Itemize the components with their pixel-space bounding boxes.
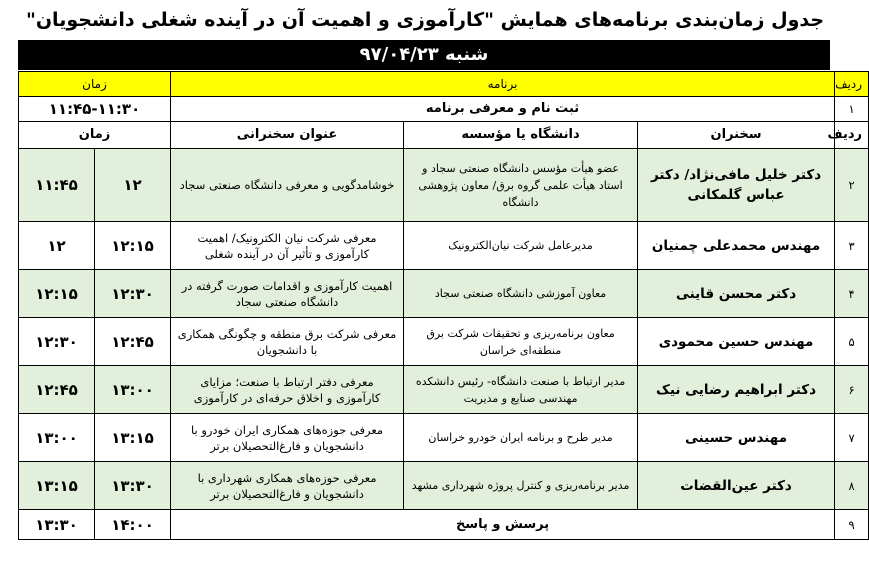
university-cell: مدیر طرح و برنامه ایران خودرو خراسان	[404, 414, 638, 462]
time-to-cell: ۱۲	[19, 222, 95, 270]
qa-program: پرسش و پاسخ	[171, 510, 835, 540]
table-row	[19, 462, 869, 510]
topic-cell: معرفی حوزه‌های همکاری شهرداری با دانشجویان و فارغ‌التحصیلان برتر	[171, 462, 404, 510]
topic-cell: معرفی شرکت برق منطقه و چگونگی همکاری با دانشجویان	[171, 318, 404, 366]
qa-row	[19, 510, 869, 540]
col-header-time: زمان	[19, 122, 171, 149]
time-from-cell: ۱۲:۳۰	[95, 270, 171, 318]
row-number: ۶	[835, 366, 869, 414]
row-number: ۷	[835, 414, 869, 462]
university-cell: مدیرعامل شرکت نیان‌الکترونیک	[404, 222, 638, 270]
time-to-cell: ۱۳:۱۵	[19, 462, 95, 510]
page-title: جدول زمان‌بندی برنامه‌های همایش "کارآموزی و اهمیت آن در آینده شغلی دانشجویان"	[25, 9, 825, 31]
speaker-cell: مهندس حسین محمودی	[638, 318, 835, 366]
registration-program: ثبت نام و معرفی برنامه	[171, 97, 835, 122]
topic-cell: معرفی حوزه‌های همکاری ایران خودرو با دانشجویان و فارغ‌التحصیلان برتر	[171, 414, 404, 462]
header-time-label: زمان	[19, 72, 171, 97]
speaker-cell: دکتر ابراهیم رضایی نیک	[638, 366, 835, 414]
time-from-cell: ۱۳:۳۰	[95, 462, 171, 510]
row-number: ۳	[835, 222, 869, 270]
row-number: ۲	[835, 149, 869, 222]
topic-cell: معرفی دفتر ارتباط با صنعت؛ مزایای کارآموزی و اخلاق حرفه‌ای در کارآموزی	[171, 366, 404, 414]
row-number: ۵	[835, 318, 869, 366]
university-cell: معاون برنامه‌ریزی و تحقیقات شرکت برق منطقه‌ای خراسان	[404, 318, 638, 366]
time-to-cell: ۱۱:۴۵	[19, 149, 95, 222]
col-header-university: دانشگاه یا مؤسسه	[404, 122, 638, 149]
time-from-cell: ۱۳:۱۵	[95, 414, 171, 462]
qa-time-to: ۱۳:۳۰	[19, 510, 95, 540]
time-from-cell: ۱۳:۰۰	[95, 366, 171, 414]
table-row	[19, 318, 869, 366]
topic-cell: اهمیت کارآموزی و اقدامات صورت گرفته در دانشگاه صنعتی سجاد	[171, 270, 404, 318]
header-row-program	[19, 72, 869, 97]
col-header-speaker: سخنران	[638, 122, 835, 149]
speaker-cell: مهندس حسینی	[638, 414, 835, 462]
university-cell: مدیر برنامه‌ریزی و کنترل پروژه شهرداری مشهد	[404, 462, 638, 510]
university-cell: عضو هیأت مؤسس دانشگاه صنعتی سجاد و استاد هیأت علمی گروه برق/ معاون پژوهشی دانشگاه	[404, 149, 638, 222]
column-header-row	[19, 122, 869, 149]
header-program-label: برنامه	[171, 72, 835, 97]
time-to-cell: ۱۲:۳۰	[19, 318, 95, 366]
row-number: ۹	[835, 510, 869, 540]
speaker-cell: دکتر محسن قاینی	[638, 270, 835, 318]
topic-cell: معرفی شرکت نیان الکترونیک/ اهمیت کارآموزی و تأثیر آن در آینده شغلی	[171, 222, 404, 270]
topic-cell: خوشامدگویی و معرفی دانشگاه صنعتی سجاد	[171, 149, 404, 222]
row-number: ۸	[835, 462, 869, 510]
speaker-cell: مهندس محمدعلی چمنیان	[638, 222, 835, 270]
qa-time-from: ۱۴:۰۰	[95, 510, 171, 540]
university-cell: مدیر ارتباط با صنعت دانشگاه- رئیس دانشکده مهندسی صنایع و مدیریت	[404, 366, 638, 414]
registration-row	[19, 97, 869, 122]
time-from-cell: ۱۲	[95, 149, 171, 222]
table-row	[19, 414, 869, 462]
col-header-row: ردیف	[835, 122, 869, 149]
university-cell: معاون آموزشی دانشگاه صنعتی سجاد	[404, 270, 638, 318]
table-row	[19, 270, 869, 318]
time-to-cell: ۱۲:۴۵	[19, 366, 95, 414]
speaker-cell: دکتر عین‌القضات	[638, 462, 835, 510]
table-row	[19, 222, 869, 270]
col-header-topic: عنوان سخنرانی	[171, 122, 404, 149]
time-to-cell: ۱۳:۰۰	[19, 414, 95, 462]
header-row-label: ردیف	[835, 72, 869, 97]
time-to-cell: ۱۲:۱۵	[19, 270, 95, 318]
date-bar: شنبه ۹۷/۰۴/۲۳	[18, 40, 830, 70]
schedule-table	[18, 71, 869, 540]
row-number: ۱	[835, 97, 869, 122]
time-from-cell: ۱۲:۴۵	[95, 318, 171, 366]
speaker-cell: دکتر خلیل مافی‌نژاد/ دکتر عباس گلمکانی	[638, 149, 835, 222]
registration-time: ۱۱:۴۵-۱۱:۳۰	[19, 97, 171, 122]
time-from-cell: ۱۲:۱۵	[95, 222, 171, 270]
row-number: ۴	[835, 270, 869, 318]
table-row	[19, 149, 869, 222]
table-row	[19, 366, 869, 414]
